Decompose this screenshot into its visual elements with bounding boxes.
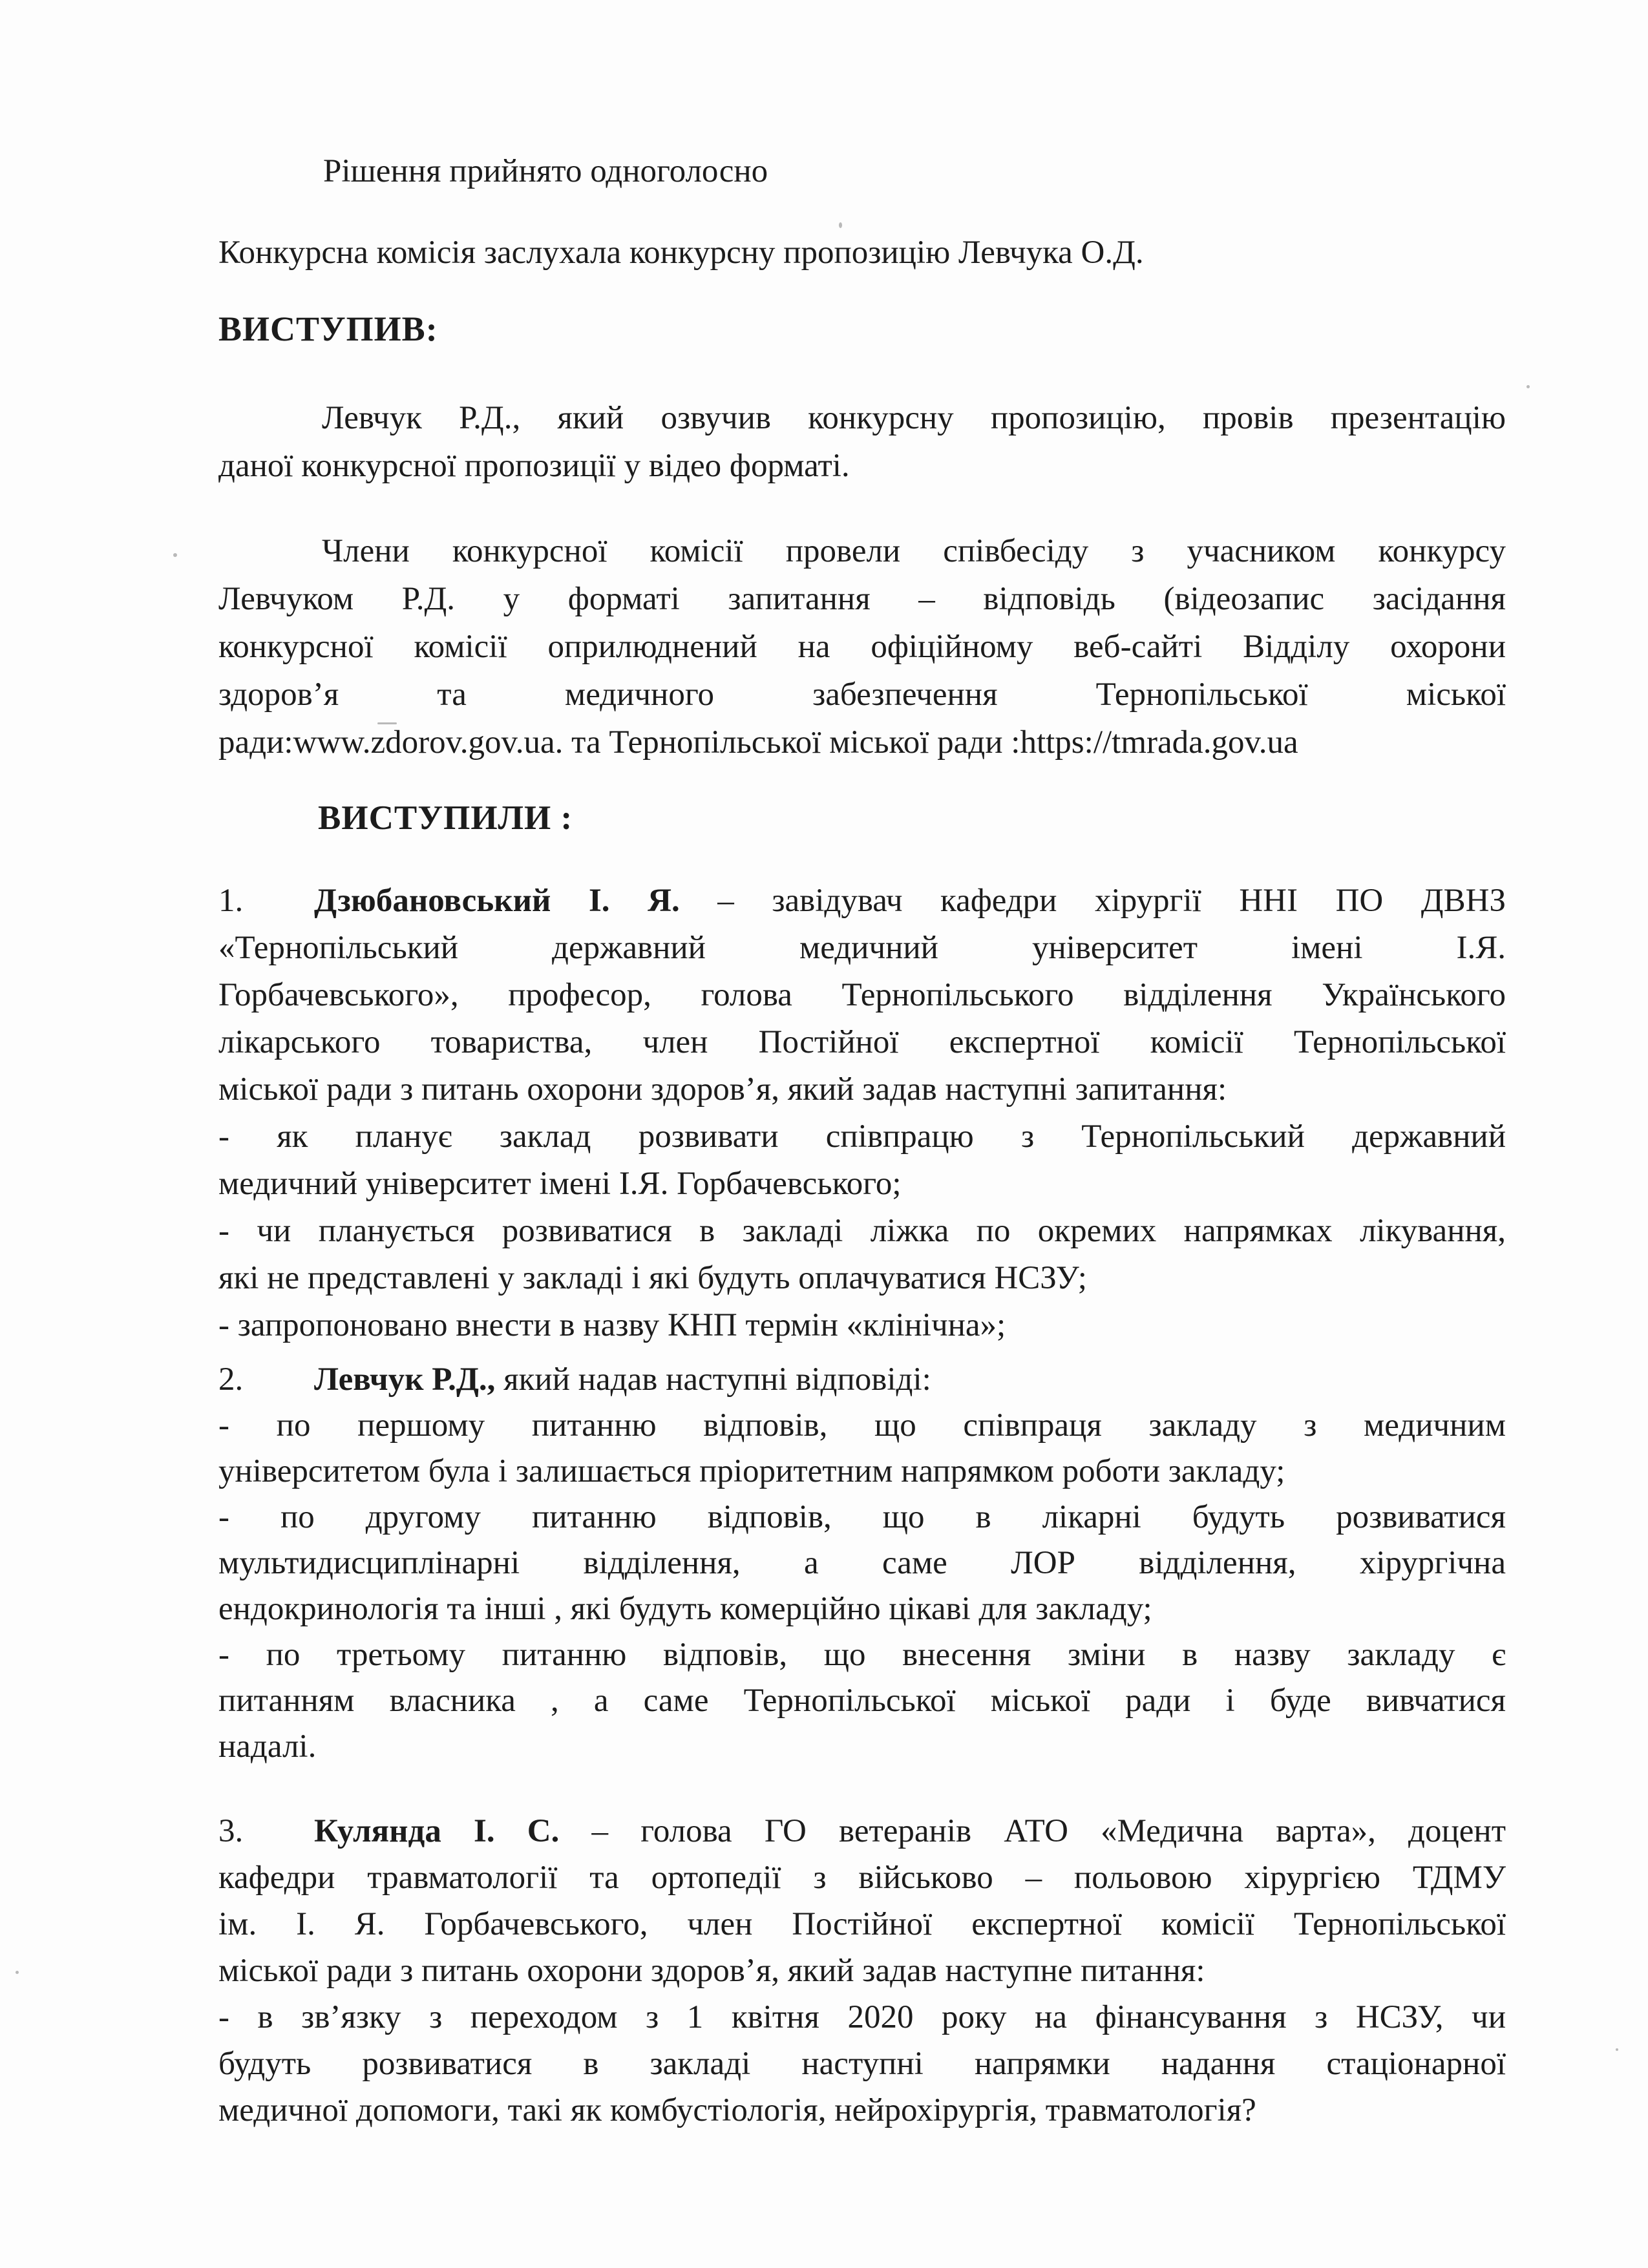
item-line: питанням власника , а саме Тернопільської міської ради і буде вивчатися: [218, 1683, 1506, 1719]
speaker-item-1: [218, 877, 1506, 1349]
item-line: - запропоновано внести в назву КНП термін «клінічна»;: [218, 1307, 1006, 1343]
item-line: університетом була і залишається пріоритетним напрямком роботи закладу;: [218, 1453, 1285, 1489]
scan-speck: [1616, 2048, 1618, 2051]
item-first-line: [218, 1357, 1506, 1403]
item-first-line: [218, 877, 1506, 925]
item-line: міської ради з питань охорони здоров’я, який задав наступне питання:: [218, 1953, 1205, 1989]
item-line: медичний університет імені І.Я. Горбачевського;: [218, 1166, 902, 1202]
item-text: – завідувач кафедри хірургії ННІ ПО ДВНЗ: [679, 883, 1506, 919]
item-first-line: [218, 1808, 1506, 1854]
item-line: Горбачевського», професор, голова Тернопільського відділення Українського: [218, 977, 1506, 1013]
paragraph-line: Левчуком Р.Д. у форматі запитання – відповідь (відеозапис засідання: [218, 581, 1506, 617]
spoke-plural-heading: ВИСТУПИЛИ :: [318, 799, 573, 837]
paragraph-line: ради:www.zdorov.gov.ua. та Тернопільської міської ради :https://tmrada.gov.ua: [218, 724, 1298, 761]
speaker-name: Дзюбановський І. Я.: [314, 883, 680, 919]
item-line: надалі.: [218, 1728, 317, 1765]
item-text: який надав наступні відповіді:: [495, 1361, 931, 1398]
scan-speck: [173, 553, 177, 557]
item-line: - як планує заклад розвивати співпрацю з Тернопільський державний: [218, 1118, 1506, 1155]
commission-heard-text: Конкурсна комісія заслухала конкурсну пропозицію Левчука О.Д.: [218, 235, 1144, 271]
item-line: мультидисциплінарні відділення, а саме ЛОР відділення, хірургічна: [218, 1545, 1506, 1581]
item-line: - по другому питанню відповів, що в лікарні будуть розвиватися: [218, 1499, 1506, 1535]
speaker-name: Кулянда І. С.: [314, 1813, 560, 1849]
paragraph-line: конкурсної комісії оприлюднений на офіційному веб-сайті Відділу охорони: [218, 629, 1506, 665]
speaker-name: Левчук Р.Д.,: [314, 1361, 496, 1398]
item-number: 3.: [218, 1813, 244, 1849]
item-line: - по першому питанню відповів, що співпраця закладу з медичним: [218, 1407, 1506, 1444]
item-line: ім. І. Я. Горбачевського, член Постійної експертної комісії Тернопільської: [218, 1906, 1506, 1942]
item-line: міської ради з питань охорони здоров’я, який задав наступні запитання:: [218, 1071, 1227, 1108]
speaker-item-2: [218, 1357, 1506, 1770]
item-line: кафедри травматології та ортопедії з військово – польовою хірургією ТДМУ: [218, 1860, 1506, 1896]
item-line: - чи планується розвиватися в закладі ліжка по окремих напрямках лікування,: [218, 1213, 1506, 1249]
paragraph-presentation: [218, 394, 1506, 490]
scan-speck: [1527, 385, 1530, 388]
paragraph-line: даної конкурсної пропозиції у відео форматі.: [218, 448, 850, 484]
item-number: 1.: [218, 883, 244, 919]
speaker-item-3: [218, 1808, 1506, 2134]
decision-text: Рішення прийнято одноголосно: [323, 153, 768, 189]
paragraph-line: Члени конкурсної комісії провели співбесіду з учасником конкурсу: [322, 533, 1506, 569]
paragraph-line: здоров’я та медичного забезпечення Тернопільської міської: [218, 677, 1506, 713]
item-text: – голова ГО ветеранів АТО «Медична варта», доцент: [559, 1813, 1506, 1849]
item-line: медичної допомоги, такі як комбустіологія, нейрохірургія, травматологія?: [218, 2092, 1256, 2128]
scan-speck: [16, 1971, 19, 1974]
item-line: - в зв’язку з переходом з 1 квітня 2020 року на фінансування з НСЗУ, чи: [218, 1999, 1506, 2035]
item-line: «Тернопільський державний медичний університет імені І.Я.: [218, 930, 1506, 966]
item-line: будуть розвиватися в закладі наступні напрямки надання стаціонарної: [218, 2046, 1506, 2082]
spoke-heading: ВИСТУПИВ:: [218, 310, 438, 348]
item-line: які не представлені у закладі і які будуть оплачуватися НСЗУ;: [218, 1260, 1087, 1296]
paragraph-line: Левчук Р.Д., який озвучив конкурсну пропозицію, провів презентацію: [322, 400, 1506, 436]
paragraph-interview: [218, 527, 1506, 766]
item-line: лікарського товариства, член Постійної експертної комісії Тернопільської: [218, 1024, 1506, 1060]
item-number: 2.: [218, 1361, 244, 1398]
item-line: - по третьому питанню відповів, що внесення зміни в назву закладу є: [218, 1637, 1506, 1673]
scan-speck: [839, 222, 842, 228]
item-line: ендокринологія та інші , які будуть комерційно цікаві для закладу;: [218, 1591, 1152, 1627]
